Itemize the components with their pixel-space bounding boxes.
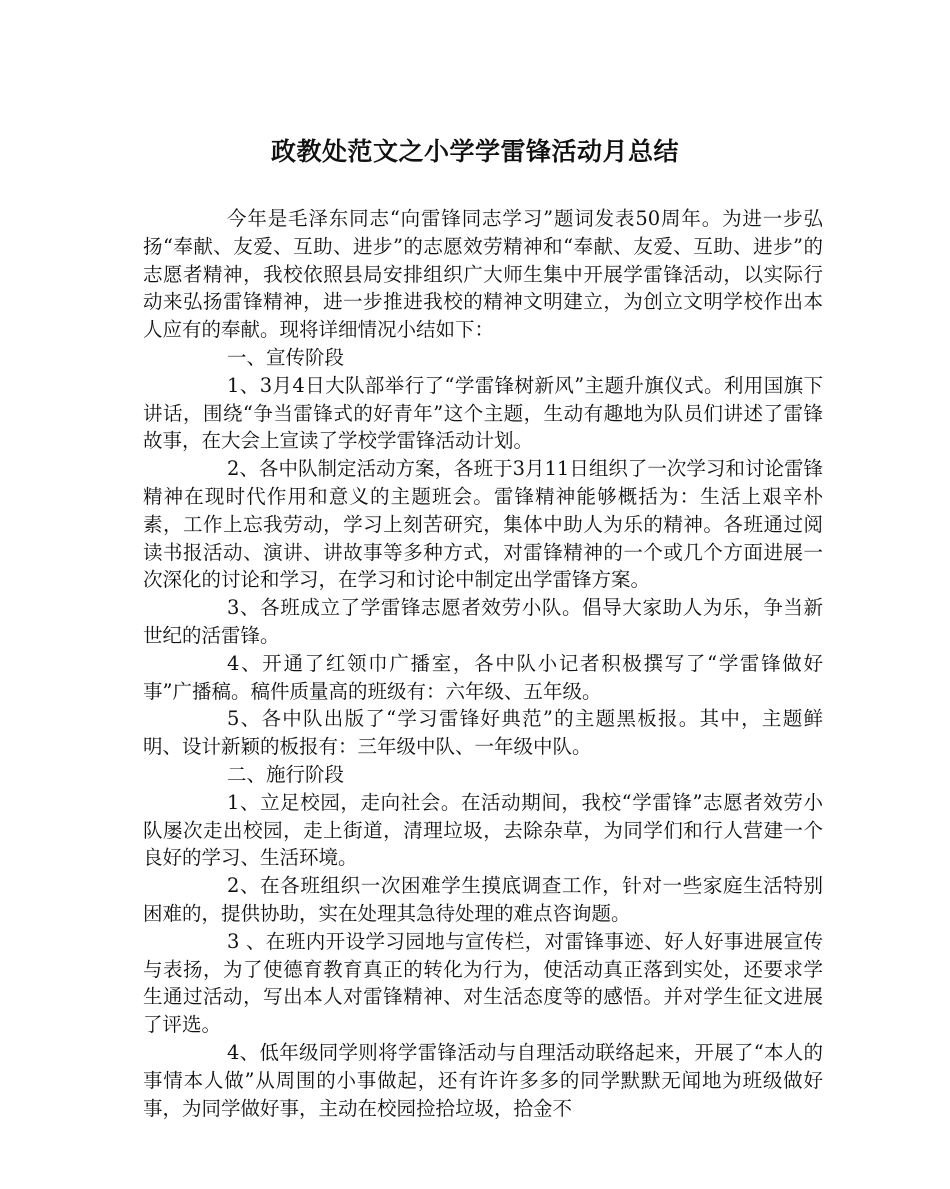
paragraph: 2、各中队制定活动方案，各班于3月11日组织了一次学习和讨论雷锋精神在现时代作用和意义的主题班会。雷锋精神能够概括为：生活上艰辛朴素，工作上忘我劳动，学习上刻苦研究，集体中助人为乐的精神。各班通过阅读书报活动、演讲、讲故事等多种方式，对雷锋精神的一个或几个方面进展一次深化的讨论和学习，在学习和讨论中制定出学雷锋方案。	[143, 457, 823, 592]
document-body	[143, 205, 823, 1122]
section-heading-implementation: 二、施行阶段	[227, 762, 345, 786]
paragraph: 3、各班成立了学雷锋志愿者效劳小队。倡导大家助人为乐，争当新世纪的活雷锋。	[143, 596, 823, 647]
section-heading-publicity: 一、宣传阶段	[227, 345, 345, 369]
paragraph-intro: 今年是毛泽东同志“向雷锋同志学习”题词发表50周年。为进一步弘扬“奉献、友爱、互助、进步”的志愿效劳精神和“奉献、友爱、互助、进步”的志愿者精神，我校依照县局安排组织广大师生集中开展学雷锋活动，以实际行动来弘扬雷锋精神，进一步推进我校的精神文明建立，为创立文明学校作出本人应有的奉献。现将详细情况小结如下：	[143, 207, 823, 342]
paragraph: 2、在各班组织一次困难学生摸底调查工作，针对一些家庭生活特别困难的，提供协助，实在处理其急待处理的难点咨询题。	[143, 874, 823, 925]
paragraph: 1、立足校园，走向社会。在活动期间，我校“学雷锋”志愿者效劳小队屡次走出校园，走上街道，清理垃圾，去除杂草，为同学们和行人营建一个良好的学习、生活环境。	[143, 790, 823, 870]
paragraph: 4、开通了红领巾广播室，各中队小记者积极撰写了“学雷锋做好事”广播稿。稿件质量高的班级有：六年级、五年级。	[143, 651, 823, 703]
paragraph: 4、低年级同学则将学雷锋活动与自理活动联络起来，开展了“本人的事情本人做”从周围的小事做起，还有许许多多的同学默默无闻地为班级做好事，为同学做好事，主动在校园捡拾垃圾，拾金不	[143, 1040, 823, 1120]
paragraph: 3 、在班内开设学习园地与宣传栏，对雷锋事迹、好人好事进展宣传与表扬，为了使德育教育真正的转化为行为，使活动真正落到实处，还要求学生通过活动，写出本人对雷锋精神、对生活态度等的感悟。并对学生征文进展了评选。	[143, 929, 823, 1037]
paragraph: 1、3月4日大队部举行了“学雷锋树新风”主题升旗仪式。利用国旗下讲话，围绕“争当雷锋式的好青年”这个主题，生动有趣地为队员们讲述了雷锋故事，在大会上宣读了学校学雷锋活动计划。	[143, 373, 823, 453]
document-title: 政教处范文之小学学雷锋活动月总结	[270, 137, 679, 166]
paragraph: 5、各中队出版了“学习雷锋好典范”的主题黑板报。其中，主题鲜明、设计新颖的板报有：三年级中队、一年级中队。	[143, 707, 823, 759]
